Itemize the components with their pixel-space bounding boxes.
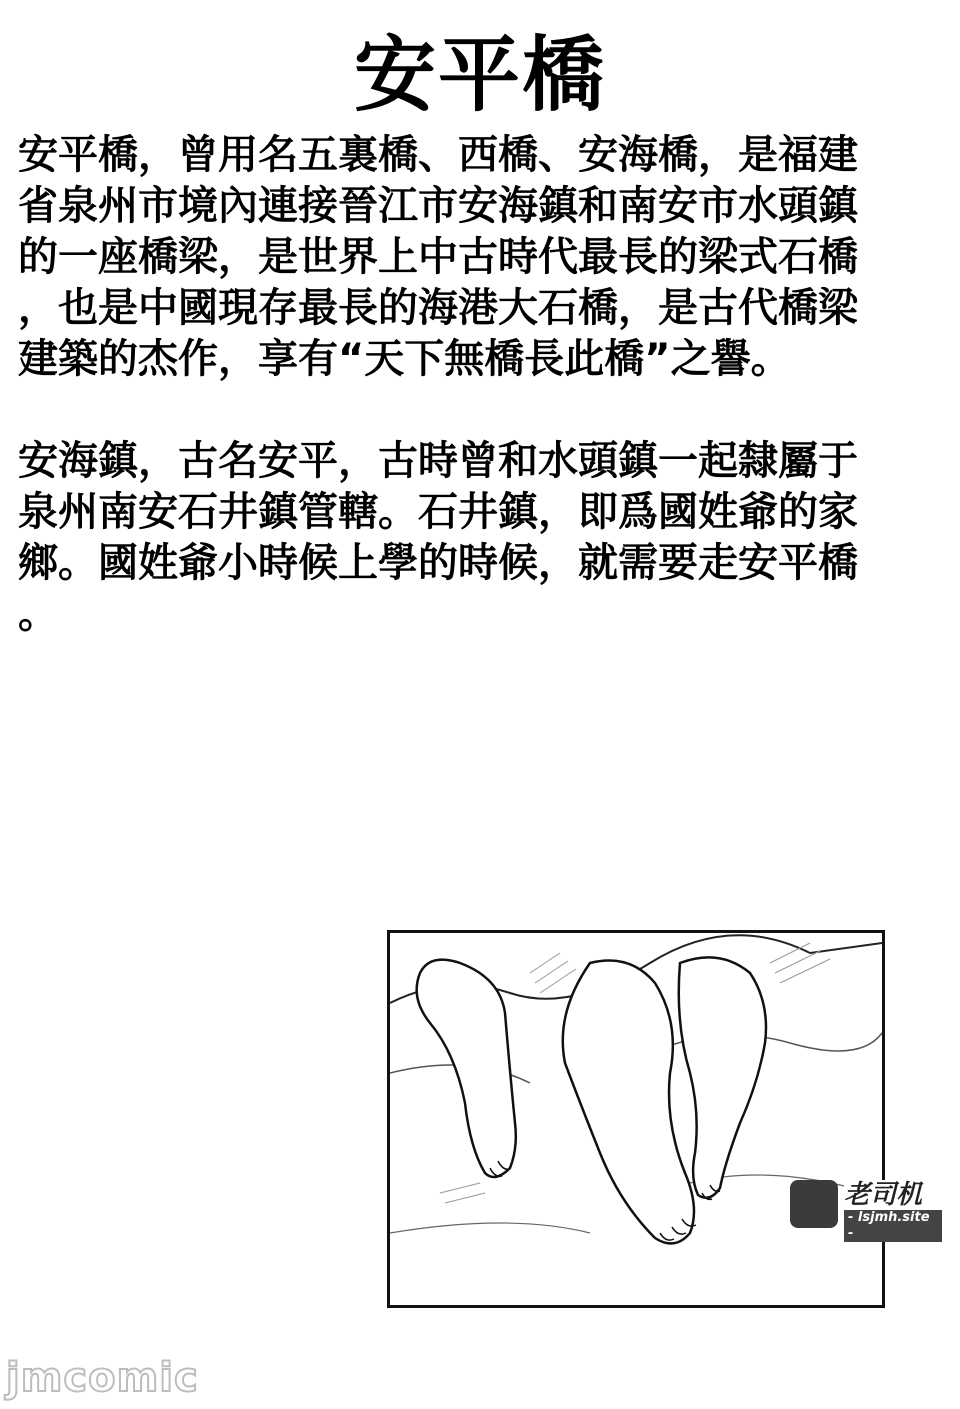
text-line: 建築的杰作，享有“天下無橋長此橋”之譽。 <box>18 336 791 382</box>
text-line: 。 <box>18 591 58 637</box>
feet-illustration <box>390 933 882 1305</box>
text-line: 的一座橋梁，是世界上中古時代最長的梁式石橋 <box>18 234 858 280</box>
page-title: 安平橋 <box>353 28 606 123</box>
watermark <box>790 1180 942 1241</box>
mascot-face-icon <box>790 1180 838 1228</box>
brand-watermark: jmcomic <box>6 1355 199 1401</box>
paragraph-history <box>18 436 918 640</box>
text-line: 省泉州市境內連接晉江市安海鎮和南安市水頭鎮 <box>18 183 858 229</box>
paragraph-intro <box>18 130 918 385</box>
text-line: 泉州南安石井鎮管轄。石井鎮，即爲國姓爺的家 <box>18 489 858 535</box>
watermark-name: 老司机 <box>844 1180 923 1210</box>
text-line: 安海鎮，古名安平，古時曾和水頭鎮一起隸屬于 <box>18 438 858 484</box>
text-line: 鄉。國姓爺小時候上學的時候，就需要走安平橋 <box>18 540 858 586</box>
text-line: 安平橋，曾用名五裏橋、西橋、安海橋，是福建 <box>18 132 858 178</box>
manga-illustration-panel <box>387 930 885 1308</box>
text-line: ，也是中國現存最長的海港大石橋，是古代橋梁 <box>18 285 858 331</box>
watermark-site: - lsjmh.site - <box>844 1210 942 1242</box>
